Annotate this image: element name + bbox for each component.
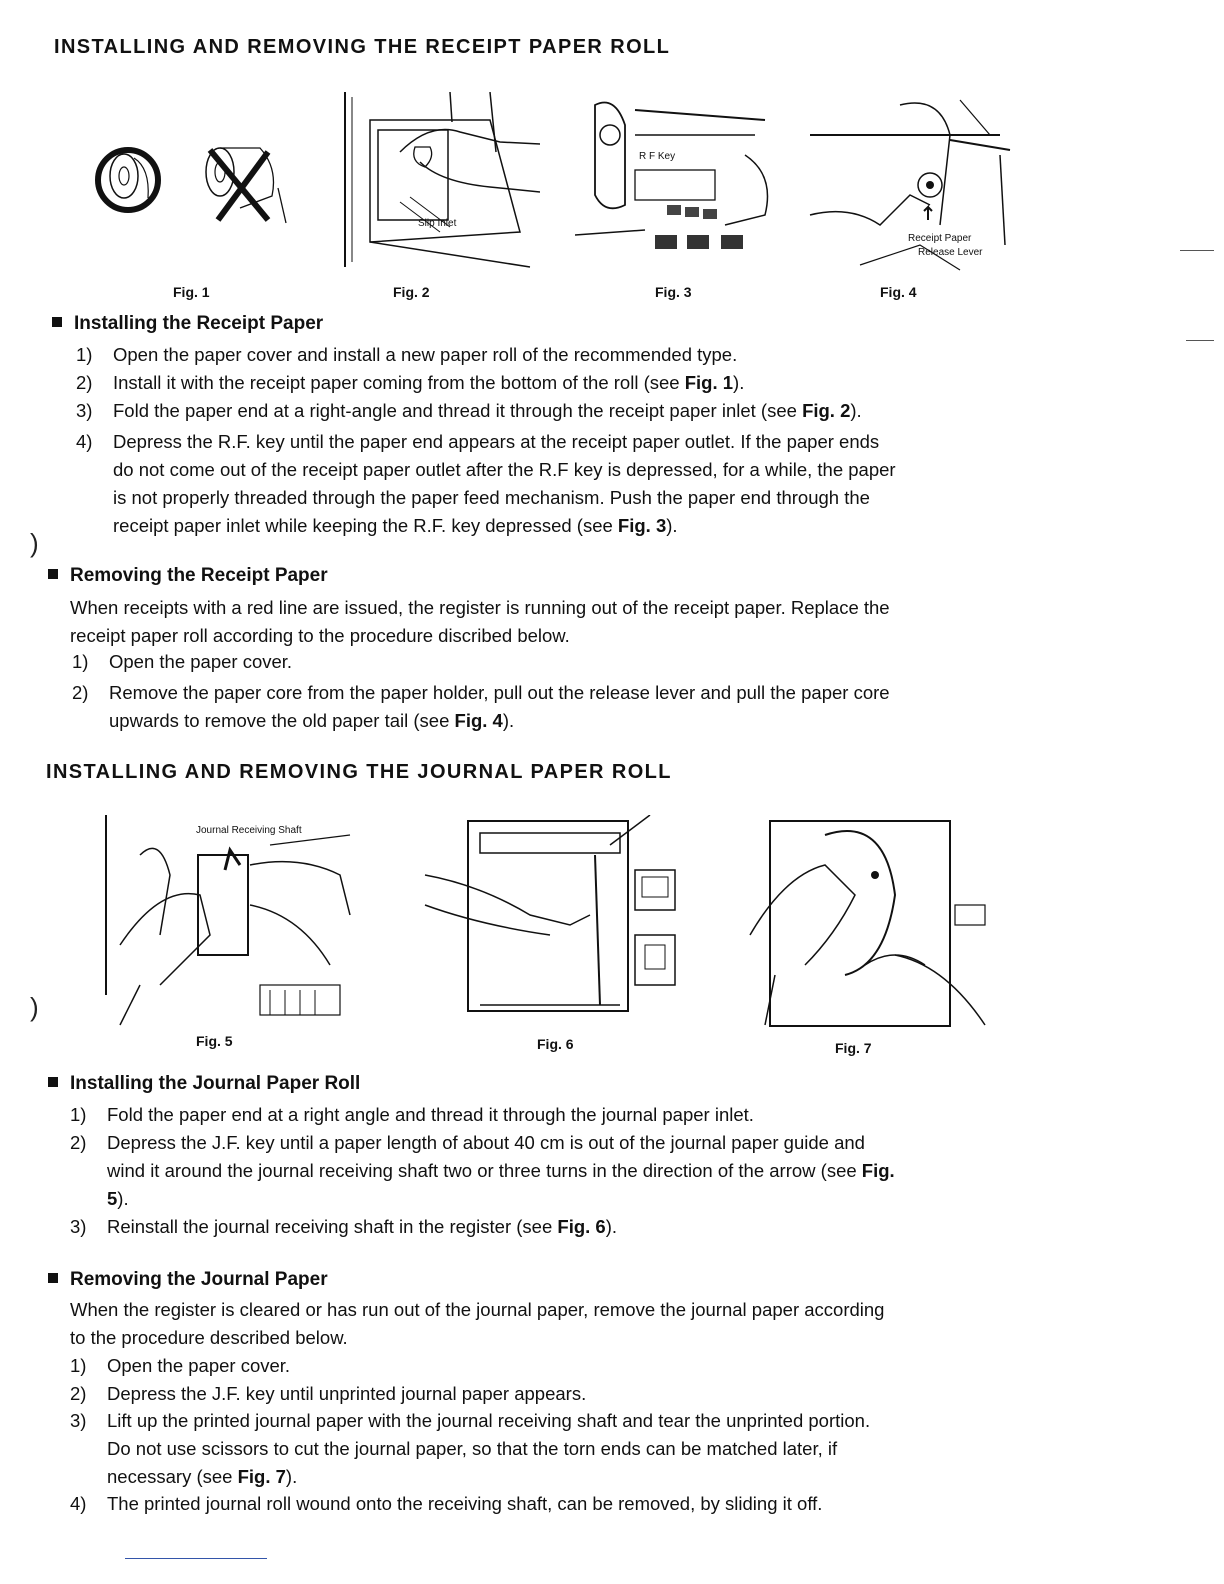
removing-receipt-heading: Removing the Receipt Paper	[48, 565, 328, 587]
figure-6-illustration	[420, 815, 690, 1030]
figure-6-caption: Fig. 6	[537, 1036, 574, 1052]
figure-reference: Fig.	[861, 1160, 895, 1181]
figure-reference: Fig. 7	[237, 1466, 286, 1487]
figure-reference: Fig. 3	[617, 515, 667, 536]
figure-5-illustration	[100, 815, 360, 1030]
figure-3-label-rf-key: R F Key	[639, 151, 676, 162]
margin-rule	[1186, 340, 1214, 341]
figure-3-illustration	[575, 95, 785, 270]
figure-7-illustration	[745, 815, 990, 1035]
journal-section-title: INSTALLING AND REMOVING THE JOURNAL PAPER ROLL	[46, 761, 672, 783]
figure-4-illustration	[800, 95, 1020, 280]
figure-2-illustration	[340, 92, 540, 272]
bullet-square	[48, 1077, 58, 1087]
figure-2-label-slip-inlet: Slip Inlet	[418, 218, 457, 229]
footer-rule	[125, 1558, 267, 1559]
figure-1-caption: Fig. 1	[173, 284, 210, 300]
figure-reference: Fig. 6	[557, 1216, 606, 1237]
receipt-section-title: INSTALLING AND REMOVING THE RECEIPT PAPER ROLL	[54, 36, 671, 58]
figure-1-illustration	[90, 128, 300, 238]
bullet-square	[52, 317, 62, 327]
removing-journal-intro: When the register is cleared or has run out of the journal paper, remove the journal paper according to the procedure described below.	[70, 1299, 885, 1348]
figure-reference: Fig. 1	[684, 372, 734, 393]
figure-3-caption: Fig. 3	[655, 284, 692, 300]
figure-5-label-journal-receiving-shaft: Journal Receiving Shaft	[196, 825, 302, 836]
removing-journal-heading: Removing the Journal Paper	[48, 1269, 328, 1291]
figure-4-caption: Fig. 4	[880, 284, 917, 300]
figure-4-label-receipt-paper: Receipt Paper	[908, 233, 972, 244]
margin-mark: )	[30, 992, 39, 1022]
installing-journal-heading: Installing the Journal Paper Roll	[48, 1073, 360, 1095]
bullet-square	[48, 1273, 58, 1283]
figure-5-caption: Fig. 5	[196, 1033, 233, 1049]
figure-2-caption: Fig. 2	[393, 284, 430, 300]
installing-receipt-heading: Installing the Receipt Paper	[52, 313, 323, 335]
figure-reference: 5	[107, 1188, 118, 1209]
bullet-square	[48, 569, 58, 579]
margin-mark: )	[30, 528, 39, 558]
figure-reference: Fig. 2	[802, 400, 851, 421]
margin-rule	[1180, 250, 1214, 251]
removing-receipt-intro: When receipts with a red line are issued, the register is running out of the receipt paper. Replace the receipt paper roll according to the procedure discribed below.	[70, 597, 890, 646]
figure-reference: Fig. 4	[454, 710, 503, 731]
figure-4-label-release-lever: Release Lever	[918, 247, 983, 258]
figure-7-caption: Fig. 7	[835, 1040, 872, 1056]
